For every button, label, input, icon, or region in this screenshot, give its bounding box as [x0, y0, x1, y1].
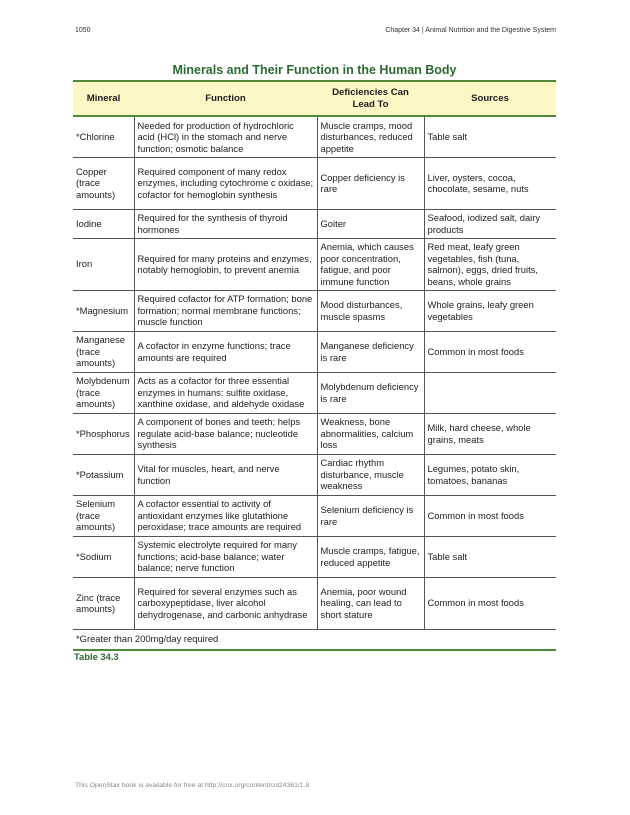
deficiency-cell: Anemia, poor wound healing, can lead to short stature — [317, 577, 424, 629]
mineral-cell: *Phosphorus — [73, 413, 134, 454]
function-cell: Systemic electrolyte required for many functions; acid-base balance; water balance; nerve function — [134, 536, 317, 577]
function-cell: Required for several enzymes such as carboxypeptidase, liver alcohol dehydrogenase, and carbonic anhydrase — [134, 577, 317, 629]
sources-cell: Milk, hard cheese, whole grains, meats — [424, 413, 556, 454]
function-cell: Needed for production of hydrochloric acid (HCl) in the stomach and nerve function; osmotic balance — [134, 116, 317, 157]
mineral-cell: Molybdenum (trace amounts) — [73, 372, 134, 413]
sources-cell: Whole grains, leafy green vegetables — [424, 290, 556, 331]
mineral-cell: *Sodium — [73, 536, 134, 577]
table-row — [73, 577, 556, 629]
table-row — [73, 413, 556, 454]
sources-cell: Red meat, leafy green vegetables, fish (tuna, salmon), eggs, dried fruits, beans, whole grains — [424, 238, 556, 290]
table-row — [73, 536, 556, 577]
sources-cell — [424, 372, 556, 413]
page-footer: This OpenStax book is available for free at http://cnx.org/content/col24361/1.8 — [75, 782, 310, 789]
mineral-cell: Iodine — [73, 209, 134, 238]
function-cell: Required for the synthesis of thyroid hormones — [134, 209, 317, 238]
table-row — [73, 116, 556, 157]
sources-cell: Seafood, iodized salt, dairy products — [424, 209, 556, 238]
mineral-cell: *Magnesium — [73, 290, 134, 331]
minerals-table — [73, 80, 556, 651]
table-row — [73, 372, 556, 413]
function-cell: A cofactor in enzyme functions; trace amounts are required — [134, 331, 317, 372]
sources-cell: Table salt — [424, 116, 556, 157]
table-caption: Table 34.3 — [74, 651, 119, 662]
column-header-function: Function — [134, 81, 317, 116]
function-cell: Required cofactor for ATP formation; bone formation; normal membrane functions; muscle function — [134, 290, 317, 331]
page-number: 1050 — [75, 27, 91, 34]
mineral-cell: Iron — [73, 238, 134, 290]
sources-cell: Common in most foods — [424, 331, 556, 372]
sources-cell: Legumes, potato skin, tomatoes, bananas — [424, 454, 556, 495]
column-header-sources: Sources — [424, 81, 556, 116]
sources-cell: Common in most foods — [424, 577, 556, 629]
deficiency-cell: Manganese deficiency is rare — [317, 331, 424, 372]
mineral-cell: *Potassium — [73, 454, 134, 495]
deficiency-cell: Molybdenum deficiency is rare — [317, 372, 424, 413]
deficiency-cell: Muscle cramps, fatigue, reduced appetite — [317, 536, 424, 577]
deficiency-cell: Selenium deficiency is rare — [317, 495, 424, 536]
deficiency-cell: Muscle cramps, mood disturbances, reduced appetite — [317, 116, 424, 157]
table-row — [73, 238, 556, 290]
mineral-cell: Copper (trace amounts) — [73, 157, 134, 209]
deficiency-cell: Weakness, bone abnormalities, calcium loss — [317, 413, 424, 454]
sources-cell: Liver, oysters, cocoa, chocolate, sesame, nuts — [424, 157, 556, 209]
deficiency-cell: Mood disturbances, muscle spasms — [317, 290, 424, 331]
deficiency-cell: Copper deficiency is rare — [317, 157, 424, 209]
table-row — [73, 495, 556, 536]
deficiency-cell: Cardiac rhythm disturbance, muscle weakness — [317, 454, 424, 495]
deficiency-cell: Anemia, which causes poor concentration, fatigue, and poor immune function — [317, 238, 424, 290]
function-cell: A component of bones and teeth; helps regulate acid-base balance; nucleotide synthesis — [134, 413, 317, 454]
chapter-header: Chapter 34 | Animal Nutrition and the Digestive System — [385, 27, 556, 34]
deficiency-cell: Goiter — [317, 209, 424, 238]
function-cell: Required component of many redox enzymes, including cytochrome c oxidase; cofactor for hemoglobin synthesis — [134, 157, 317, 209]
table-footnote: *Greater than 200mg/day required — [73, 629, 556, 650]
table-row — [73, 209, 556, 238]
column-header-deficiencies: Deficiencies Can Lead To — [317, 81, 424, 116]
table-row — [73, 331, 556, 372]
function-cell: Required for many proteins and enzymes, notably hemoglobin, to prevent anemia — [134, 238, 317, 290]
footnote-row — [73, 629, 556, 650]
table-row — [73, 290, 556, 331]
mineral-cell: Zinc (trace amounts) — [73, 577, 134, 629]
sources-cell: Common in most foods — [424, 495, 556, 536]
table-row — [73, 454, 556, 495]
column-header-mineral: Mineral — [73, 81, 134, 116]
function-cell: Acts as a cofactor for three essential enzymes in humans: sulfite oxidase, xanthine oxidase, and aldehyde oxidase — [134, 372, 317, 413]
sources-cell: Table salt — [424, 536, 556, 577]
mineral-cell: Manganese (trace amounts) — [73, 331, 134, 372]
function-cell: A cofactor essential to activity of antioxidant enzymes like glutathione peroxidase; trace amounts are required — [134, 495, 317, 536]
function-cell: Vital for muscles, heart, and nerve function — [134, 454, 317, 495]
table-row — [73, 157, 556, 209]
mineral-cell: *Chlorine — [73, 116, 134, 157]
table-title: Minerals and Their Function in the Human Body — [172, 63, 457, 77]
table-header-row — [73, 81, 556, 116]
mineral-cell: Selenium (trace amounts) — [73, 495, 134, 536]
table-body — [73, 116, 556, 650]
